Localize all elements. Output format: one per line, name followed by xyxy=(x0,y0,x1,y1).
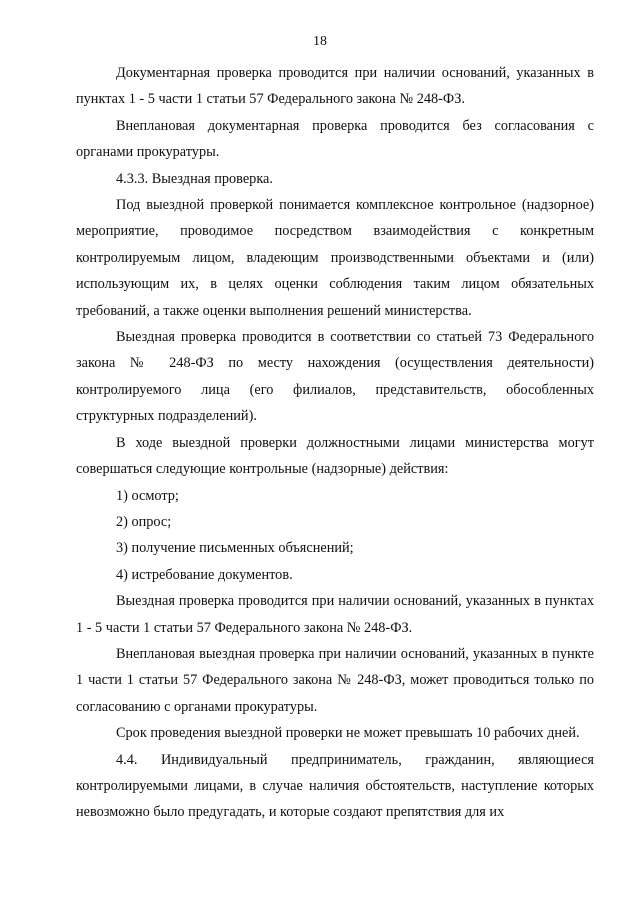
list-item-inspection: 1) осмотр; xyxy=(116,487,179,504)
paragraph-control-actions-intro: В ходе выездной проверки должностными лицами министерства могут совершаться следующие контрольные (надзорные) действия: xyxy=(76,434,594,478)
list-item-survey: 2) опрос; xyxy=(116,513,172,530)
paragraph-documentary-unscheduled: Внеплановая документарная проверка проводится без согласования с органами прокуратуры. xyxy=(76,117,594,161)
paragraph-section-4-4: 4.4. Индивидуальный предприниматель, гражданин, являющиеся контролируемыми лицами, в случае наличия обстоятельств, наступление которых невозможно было предугадать, и которые создают препятствия для их xyxy=(76,751,594,821)
page-number: 18 xyxy=(313,34,327,49)
paragraph-on-site-grounds: Выездная проверка проводится при наличии оснований, указанных в пунктах 1 - 5 части 1 статьи 57 Федерального закона № 248-ФЗ. xyxy=(76,593,594,636)
paragraph-on-site-location: Выездная проверка проводится в соответствии со статьей 73 Федерального закона № 248-ФЗ по месту нахождения (осуществления деятельности) контролируемого лица (его филиалов, представительств, обособленных структурных подразделений). xyxy=(76,329,594,425)
section-heading-on-site-inspection: 4.3.3. Выездная проверка. xyxy=(116,170,273,187)
list-item-document-request: 4) истребование документов. xyxy=(116,566,293,583)
paragraph-documentary-grounds: Документарная проверка проводится при наличии оснований, указанных в пунктах 1 - 5 части 1 статьи 57 Федерального закона № 248-ФЗ. xyxy=(76,65,594,108)
paragraph-on-site-definition: Под выездной проверкой понимается комплексное контрольное (надзорное) мероприятие, проводимое посредством взаимодействия с конкретным контролируемым лицом, владеющим производственными объектами и (или) использующим их, в целях оценки соблюдения таким лицом обязательных требований, а также оценки выполнения решений министерства. xyxy=(76,197,594,319)
list-item-written-explanations: 3) получение письменных объяснений; xyxy=(116,540,354,557)
paragraph-on-site-unscheduled: Внеплановая выездная проверка при наличии оснований, указанных в пункте 1 части 1 статьи 57 Федерального закона № 248-ФЗ, может проводиться только по согласованию с органами прокуратуры. xyxy=(76,645,594,715)
paragraph-on-site-duration: Срок проведения выездной проверки не может превышать 10 рабочих дней. xyxy=(116,725,580,742)
document-body xyxy=(76,60,594,826)
